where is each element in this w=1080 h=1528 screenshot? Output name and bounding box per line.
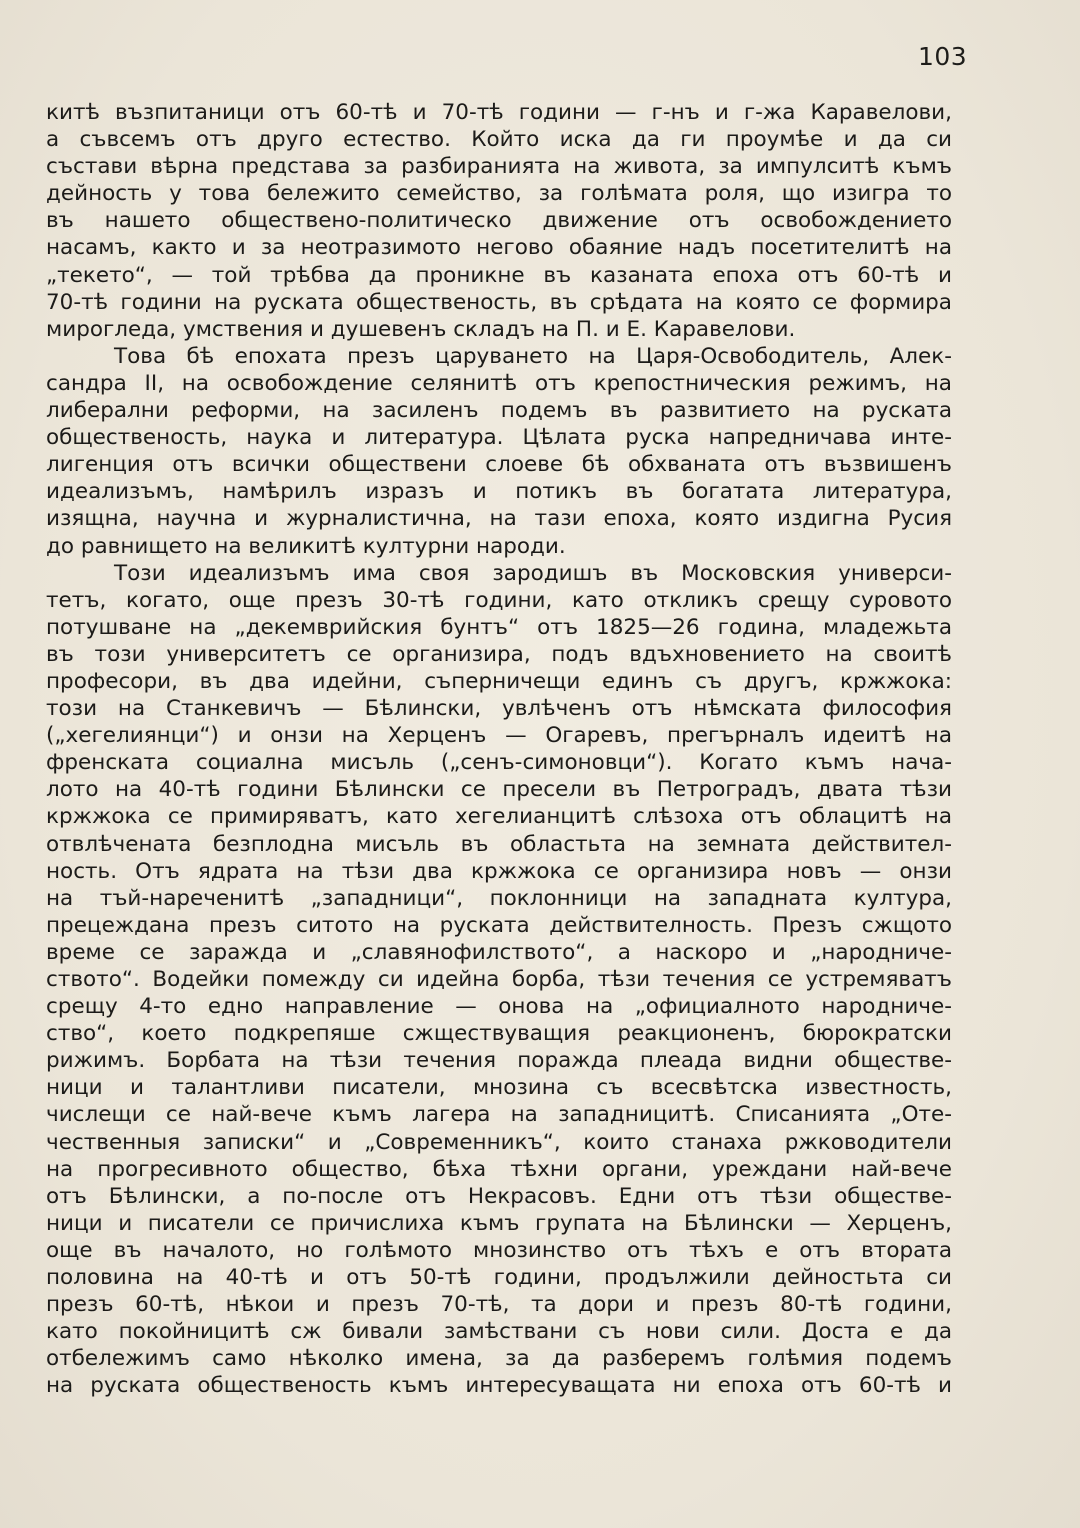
text-line: време се заражда и „славянофилството“, а наскоро и „народниче- xyxy=(46,939,952,965)
text-line: 70-тѣ години на руската общественость, въ срѣдата на която се формира xyxy=(46,289,952,315)
text-line: отвлѣчената безплодна мисъль въ областьта на земната действител- xyxy=(46,831,952,857)
text-line: прецеждана презъ ситото на руската действителность. Презъ сжщото xyxy=(46,912,952,938)
text-line: като покойницитѣ сж бивали замѣствани съ нови сили. Доста е да xyxy=(46,1319,952,1345)
text-line: кржжока се примиряватъ, като хегелианцитѣ слѣзоха отъ облацитѣ на xyxy=(46,804,952,830)
text-line: въ този университетъ се организира, подъ вдъхновението на своитѣ xyxy=(46,641,952,667)
text-line: срещу 4-то едно направление — онова на „официалното народниче- xyxy=(46,994,952,1020)
text-line: до равнището на великитѣ културни народи. xyxy=(46,533,566,559)
text-line: тетъ, когато, още презъ 30-тѣ години, като откликъ срещу суровото xyxy=(46,587,952,613)
text-line: лото на 40-тѣ години Бѣлински се пресели въ Петроградъ, двата тѣзи xyxy=(46,777,952,803)
text-line: дейность у това бележито семейство, за голѣмата роля, що изигра то xyxy=(46,181,952,207)
text-line: потушване на „декемврийския бунтъ“ отъ 1825—26 година, младежьта xyxy=(46,614,952,640)
text-line: въ нашето обществено-политическо движение отъ освобождението xyxy=(46,208,952,234)
text-line: на руската общественость къмъ интересуващата ни епоха отъ 60-тѣ и xyxy=(46,1373,952,1399)
text-line: идеализъмъ, намѣрилъ изразъ и потикъ въ богатата литература, xyxy=(46,479,952,505)
text-line: Това бѣ епохата презъ царуването на Царя-Освободитель, Алек- xyxy=(114,343,952,369)
text-line: („хегелиянци“) и онзи на Херценъ — Огаревъ, прегърналъ идеитѣ на xyxy=(46,723,952,749)
page-number: 103 xyxy=(918,42,968,71)
text-line: чественныя записки“ и „Современникъ“, които станаха ржководители xyxy=(46,1129,952,1155)
text-line: либерални реформи, на засиленъ подемъ въ развитието на руската xyxy=(46,398,952,424)
text-line: състави вѣрна представа за разбиранията на живота, за импулситѣ къмъ xyxy=(46,154,952,180)
text-line: рижимъ. Борбата на тѣзи течения поражда плеада видни обществе- xyxy=(46,1048,952,1074)
text-line: на тъй-нареченитѣ „западници“, поклонници на западната култура, xyxy=(46,885,952,911)
text-line: Този идеализъмъ има своя зародишъ въ Московския универси- xyxy=(114,560,952,586)
text-line: презъ 60-тѣ, нѣкои и презъ 70-тѣ, та дори и презъ 80-тѣ години, xyxy=(46,1292,952,1318)
text-line: насамъ, както и за неотразимото негово обаяние надъ посетителитѣ на xyxy=(46,235,952,261)
text-line: „текето“, — той трѣбва да проникне въ казаната епоха отъ 60-тѣ и xyxy=(46,262,952,288)
text-line: лигенция отъ всички обществени слоеве бѣ обхваната отъ възвишенъ xyxy=(46,452,952,478)
text-line: числещи се най-вече къмъ лагера на западницитѣ. Списанията „Оте- xyxy=(46,1102,952,1128)
text-line: отбележимъ само нѣколко имена, за да разберемъ голѣмия подемъ xyxy=(46,1346,952,1372)
text-line: ството“. Водейки помежду си идейна борба, тѣзи течения се устремяватъ xyxy=(46,967,952,992)
text-line: сандра II, на освобождение селянитѣ отъ крепостническия режимъ, на xyxy=(46,370,952,396)
text-line: ность. Отъ ядрата на тѣзи два кржжока се организира новъ — онзи xyxy=(46,858,952,884)
text-line: а съвсемъ отъ друго естество. Който иска да ги проумѣе и да си xyxy=(46,127,952,153)
text-line: още въ началото, но голѣмото мнозинство отъ тѣхъ е отъ втората xyxy=(46,1237,952,1263)
text-line: на прогресивното общество, бѣха тѣхни органи, уреждани най-вече xyxy=(46,1156,952,1182)
text-line: ство“, което подкрепяше сжществуващия реакционенъ, бюрократски xyxy=(46,1021,952,1047)
text-line: общественость, наука и литература. Цѣлата руска напредничава инте- xyxy=(46,425,952,451)
text-line: ници и талантливи писатели, мнозина съ всесвѣтска известность, xyxy=(46,1075,952,1101)
text-line: изящна, научна и журналистична, на тази епоха, която издигна Русия xyxy=(46,506,952,532)
text-line: китѣ възпитаници отъ 60-тѣ и 70-тѣ години — г-нъ и г-жа Каравелови, xyxy=(46,100,952,125)
body-text xyxy=(46,99,952,1400)
text-line: отъ Бѣлински, а по-после отъ Некрасовъ. Едни отъ тѣзи обществе- xyxy=(46,1183,952,1209)
text-line: професори, въ два идейни, съперничещи единъ съ другъ, кржжока: xyxy=(46,668,952,694)
text-line: френската социална мисъль („сенъ-симоновци“). Когато къмъ нача- xyxy=(46,750,952,776)
text-line: половина на 40-тѣ и отъ 50-тѣ години, продължили дейностьта си xyxy=(46,1265,952,1291)
text-line: този на Станкевичъ — Бѣлински, увлѣченъ отъ нѣмската философия xyxy=(46,696,952,722)
text-line: ници и писатели се причислиха къмъ групата на Бѣлински — Херценъ, xyxy=(46,1210,952,1236)
text-line: мирогледа, умствения и душевенъ складъ на П. и Е. Каравелови. xyxy=(46,316,796,342)
